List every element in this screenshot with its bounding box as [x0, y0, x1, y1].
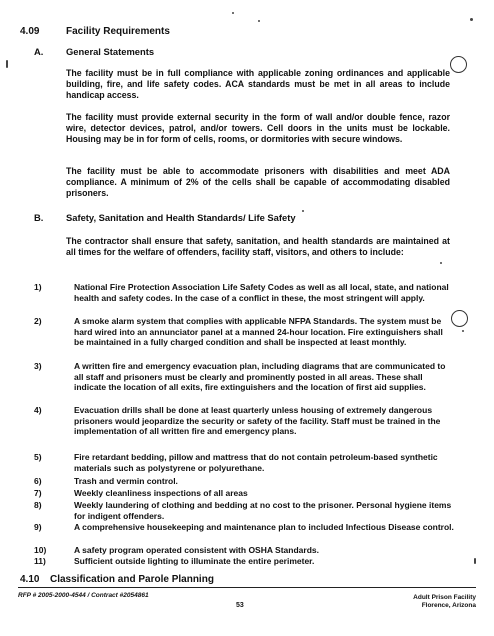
scan-speck	[258, 20, 260, 22]
list-text: National Fire Protection Association Life Safety Codes as well as all local, state, and national health and safety codes. In the case of a conflict in these, the most stringent will apply.	[74, 282, 449, 303]
scan-speck	[440, 262, 442, 264]
scan-speck	[462, 330, 464, 332]
section-number: 4.09	[20, 26, 40, 37]
section-heading	[20, 26, 170, 37]
list-text: Sufficient outside lighting to illuminate the entire perimeter.	[74, 556, 315, 566]
scan-speck	[470, 18, 473, 21]
subsection-heading-a	[34, 46, 154, 57]
footer-contract: RFP # 2005-2000-4544 / Contract #2054861	[18, 592, 149, 599]
list-number: 6)	[34, 476, 42, 486]
footer-location	[413, 594, 476, 610]
scan-speck	[474, 558, 476, 564]
list-text: A comprehensive housekeeping and maintenance plan to included Infectious Disease control.	[74, 522, 454, 532]
footer-city: Florence, Arizona	[421, 602, 476, 609]
page-number: 53	[236, 602, 244, 609]
list-number: 5)	[34, 452, 42, 462]
list-text: Weekly cleanliness inspections of all areas	[74, 488, 248, 498]
paragraph: The facility must be able to accommodate prisoners with disabilities and meet ADA compliance. A minimum of 2% of the cells shall be capable of accommodating disabled prisoners.	[66, 166, 450, 198]
section-title: Facility Requirements	[66, 26, 170, 37]
subsection-title: General Statements	[66, 46, 155, 57]
scan-speck	[302, 210, 304, 212]
list-text: A written fire and emergency evacuation plan, including diagrams that are communicated to all staff and prisoners must be clearly and prominently posted in all areas. These shall indicate the location of all exits, fire extinguishers and the location of first aid supplies.	[74, 361, 446, 393]
footer-rule	[18, 587, 476, 588]
next-section-heading	[20, 574, 214, 585]
paragraph: The facility must be in full compliance with applicable zoning ordinances and applicable building, fire, and life safety codes. ACA standards must be met in all areas to include handicap access.	[66, 68, 450, 100]
list-number: 4)	[34, 405, 42, 415]
paragraph: The contractor shall ensure that safety, sanitation, and health standards are maintained at all times for the welfare of offenders, facility staff, visitors, and others to include:	[66, 236, 450, 257]
list-number: 7)	[34, 488, 42, 498]
scan-speck	[232, 12, 234, 14]
punch-hole	[450, 56, 467, 73]
list-text: Evacuation drills shall be done at least quarterly unless housing of extremely dangerous prisoners would jeopardize the security or safety of the facility. Staff must be trained in the implementation of all written fire and emergency plans.	[74, 405, 441, 437]
scan-speck	[6, 60, 8, 68]
list-text: Trash and vermin control.	[74, 476, 178, 486]
list-number: 8)	[34, 500, 42, 510]
list-text: Fire retardant bedding, pillow and mattress that do not contain petroleum-based synthetic materials such as polystyrene or polyurethane.	[74, 452, 438, 473]
paragraph: The facility must provide external security in the form of wall and/or double fence, razor wire, detector devices, patrol, and/or towers. Cell doors in the units must be lockable. Housing may be in for form of cells, rooms, or dormitories with secure windows.	[66, 112, 450, 144]
list-number: 11)	[34, 556, 46, 566]
section-number: 4.10	[20, 574, 40, 585]
list-text: A smoke alarm system that complies with applicable NFPA Standards. The system must be hard wired into an annunciator panel at a manned 24-hour location. Fire extinguishers shall be maintained in a fully charged condition and shall be inspected at least monthly.	[74, 316, 443, 348]
list-number: 1)	[34, 282, 42, 292]
list-text: A safety program operated consistent with OSHA Standards.	[74, 545, 319, 555]
footer-facility: Adult Prison Facility	[413, 594, 476, 601]
list-number: 2)	[34, 316, 42, 326]
list-number: 9)	[34, 522, 42, 532]
section-title: Classification and Parole Planning	[50, 574, 214, 585]
subsection-letter: A.	[34, 46, 44, 57]
list-number: 10)	[34, 545, 47, 555]
list-text: Weekly laundering of clothing and bedding at no cost to the prisoner. Personal hygiene items for indigent offenders.	[74, 500, 452, 521]
subsection-title: Safety, Sanitation and Health Standards/ Life Safety	[66, 212, 296, 223]
subsection-letter: B.	[34, 212, 44, 223]
subsection-heading-b	[34, 212, 296, 223]
list-number: 3)	[34, 361, 42, 371]
